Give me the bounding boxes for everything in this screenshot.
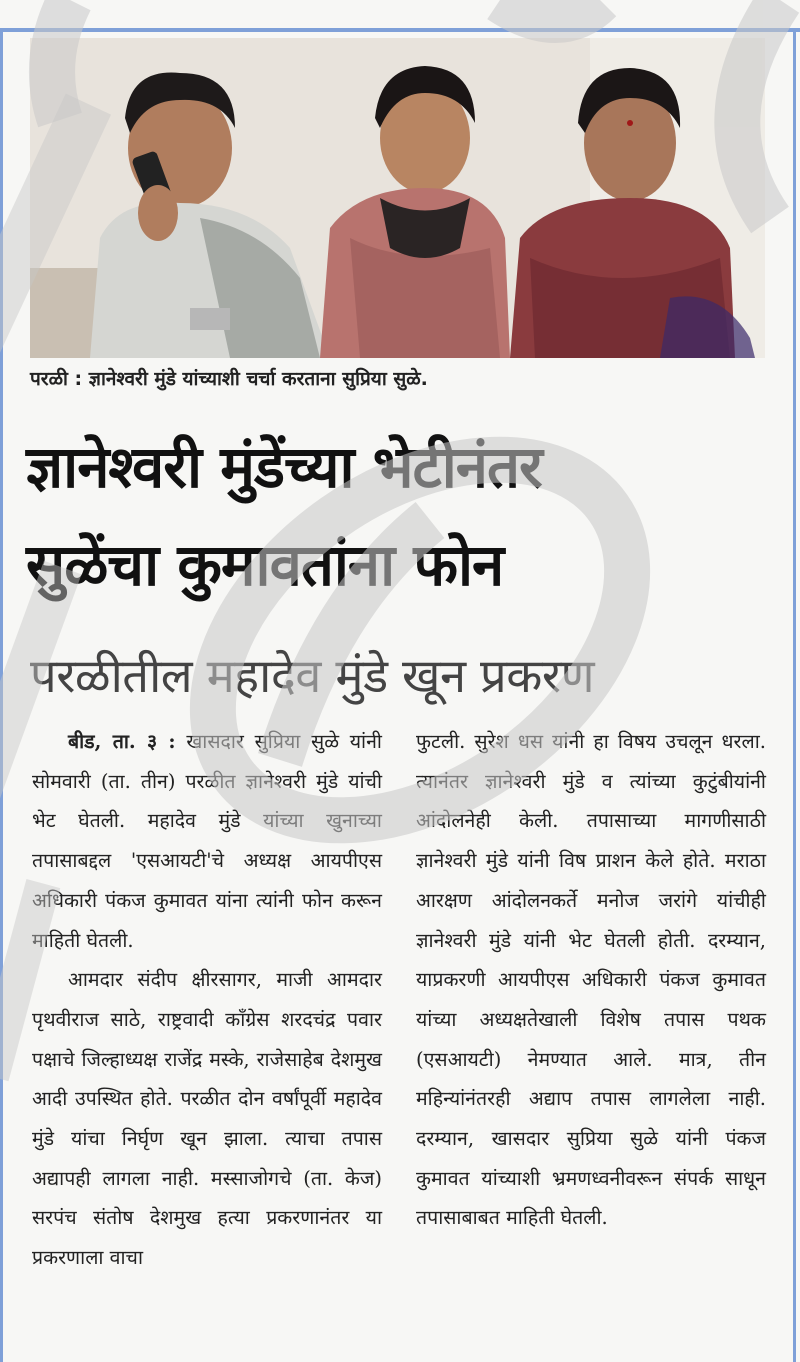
frame-left-border — [0, 32, 3, 1362]
headline-line-2: सुळेंचा कुमावतांना फोन — [26, 531, 504, 599]
subheadline: परळीतील महादेव मुंडे खून प्रकरण — [30, 649, 595, 704]
article-paragraph-3: फुटली. सुरेश धस यांनी हा विषय उचलून धरला. त्यानंतर ज्ञानेश्वरी मुंडे व त्यांच्या कुटुंबीयांनी आंदोलनेही केली. तपासाच्या मागणीसाठी ज्ञानेश्वरी मुंडे यांनी विष प्राशन केले होते. मराठा आरक्षण आंदोलनकर्ते मनोज जरांगे यांचीही ज्ञानेश्वरी मुंडे यांनी भेट घेतली होती. दरम्यान, याप्रकरणी आयपीएस अधिकारी पंकज कुमावत यांच्या अध्यक्षतेखाली विशेष तपास पथक (एसआयटी) नेमण्यात आले. मात्र, तीन महिन्यांनंतरही अद्याप तपास लागलेला नाही. दरम्यान, खासदार सुप्रिया सुळे यांनी पंकज कुमावत यांच्याशी भ्रमणध्वनीवरून संपर्क साधून तपासाबाबत माहिती घेतली. — [416, 730, 766, 1230]
frame-top-border — [0, 28, 800, 32]
article-column-left — [32, 722, 382, 1278]
article-paragraph-1 — [32, 722, 382, 960]
article-paragraph-2: आमदार संदीप क्षीरसागर, माजी आमदार पृथवीराज साठे, राष्ट्रवादी काँग्रेस शरदचंद्र पवार पक्षाचे जिल्हाध्यक्ष राजेंद्र मस्के, राजेसाहेब देशमुख आदी उपस्थित होते. परळीत दोन वर्षांपूर्वी महादेव मुंडे यांचा निर्घृण खून झाला. त्याचा तपास अद्यापही लागला नाही. मस्साजोगचे (ता. केज) सरपंच संतोष देशमुख हत्या प्रकरणानंतर या प्रकरणाला वाचा — [32, 968, 382, 1270]
article-column-right — [416, 722, 766, 1238]
caption-text: ज्ञानेश्वरी मुंडे यांच्याशी चर्चा करताना सुप्रिया सुळे. — [88, 368, 428, 390]
caption-place: परळी : — [30, 368, 83, 390]
photo-illustration — [30, 38, 765, 358]
photo-caption — [30, 365, 770, 391]
headline-line-1: ज्ञानेश्वरी मुंडेंच्या भेटीनंतर — [26, 433, 542, 501]
dateline: बीड, ता. ३ : — [68, 730, 176, 753]
paragraph-1-text: खासदार सुप्रिया सुळे यांनी सोमवारी (ता. तीन) परळीत ज्ञानेश्वरी मुंडे यांची भेट घेतली. महादेव मुंडे यांच्या खुनाच्या तपासाबद्दल 'एसआयटी'चे अध्यक्ष आयपीएस अधिकारी पंकज कुमावत यांना त्यांनी फोन करून माहिती घेतली. — [32, 730, 382, 952]
news-photo — [30, 38, 765, 358]
frame-right-border — [793, 32, 796, 1362]
